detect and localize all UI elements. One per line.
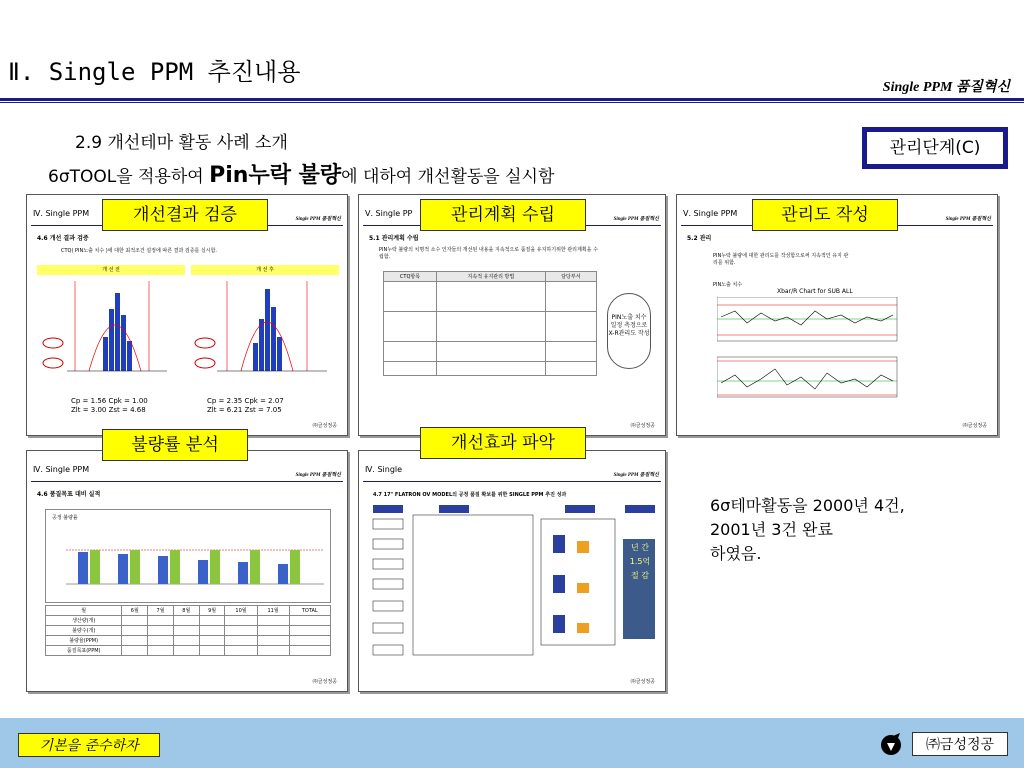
histogram-after xyxy=(195,281,327,371)
summary-note xyxy=(710,494,905,566)
section-heading: 2.9 개선테마 활동 사례 소개 xyxy=(75,133,288,153)
intro-suffix: 에 대하여 개선활동을 실시함 xyxy=(341,167,555,187)
header-rule xyxy=(0,98,1024,101)
summary-line-2: 2001년 3건 완료 xyxy=(710,520,833,539)
slide-title: Ⅳ. Single PPM xyxy=(33,209,90,218)
slide-footer: ㈜금성정공 xyxy=(630,679,655,685)
control-bubble: PIN노출 치수 일정 측정으로 X-R관리도 작성 xyxy=(607,293,651,369)
slide-heading: 5.2 관리 xyxy=(687,235,712,242)
slide-caption: PIN누락 불량의 치명적 소수 인자들의 개선된 내용을 지속적으로 품질을 유지하기위한 관리계획을 수립함. xyxy=(379,247,598,260)
slide-rule xyxy=(31,481,343,482)
intro-prefix: 6σTOOL을 적용하여 xyxy=(48,167,210,187)
after-label: 개 선 후 xyxy=(191,265,339,275)
label-effect: 개선효과 파악 xyxy=(420,427,586,459)
stats-after-1: Cp = 2.35 Cpk = 2.07 xyxy=(207,397,284,405)
slide-caption: PIN누락 불량에 대한 관리도를 작성함으로써 지속적인 유지 관리를 위함. xyxy=(713,253,849,266)
footer-company: ㈜금성정공 xyxy=(912,732,1008,756)
defect-bar-chart xyxy=(66,526,324,598)
col-dept: 담당부서 xyxy=(545,272,596,282)
header-rule-thin xyxy=(0,102,1024,103)
slide-rule xyxy=(363,481,661,482)
stats-after-2: Zlt = 6.21 Zst = 7.05 xyxy=(207,406,282,414)
slide-brand: Single PPM 품질혁신 xyxy=(613,217,659,222)
slide-brand: Single PPM 품질혁신 xyxy=(295,473,341,478)
col-ctq: CTQ항목 xyxy=(384,272,437,282)
effect-flow-diagram xyxy=(369,505,659,665)
slide-title: Ⅴ. Single PP xyxy=(365,209,413,218)
slide-heading: 4.6 품질목표 대비 실적 xyxy=(37,491,101,498)
slide-title: Ⅳ. Single PPM xyxy=(33,465,90,474)
capability-histograms xyxy=(37,279,337,391)
slide-footer: ㈜금성정공 xyxy=(312,423,337,429)
row-header: 생산량(개) xyxy=(46,616,122,626)
month-header: 6월 xyxy=(122,606,148,616)
summary-line-3: 하였음. xyxy=(710,544,762,563)
row-header: 품질목표(PPM) xyxy=(46,646,122,656)
month-header: TOTAL xyxy=(289,606,330,616)
row-header: 불량수(개) xyxy=(46,626,122,636)
label-defect-analysis: 불량률 분석 xyxy=(102,429,248,461)
slide-heading: 5.1 관리계획 수립 xyxy=(369,235,419,242)
slide-footer: ㈜금성정공 xyxy=(312,679,337,685)
month-header: 9월 xyxy=(199,606,225,616)
slide-heading: 4.7 17" FLATRON OV MODEL의 공정 품질 확보를 위한 SINGLE PPM 추진 성과 xyxy=(373,492,567,498)
label-control-chart: 관리도 작성 xyxy=(752,199,898,231)
xbar-r-chart xyxy=(717,297,967,409)
intro-emphasis: Pin누락 불량 xyxy=(209,163,342,188)
chart-title: Xbar/R Chart for SUB ALL xyxy=(777,288,853,295)
section-intro xyxy=(48,158,554,189)
label-result-verify: 개선결과 검증 xyxy=(102,199,268,231)
slide-defect-analysis xyxy=(26,450,348,692)
slide-caption: CTQ( PIN노출 치수 )에 대한 최적조건 설정에 따른 결과 검증를 실시함. xyxy=(61,248,218,254)
footer-motto: 기본을 준수하자 xyxy=(18,733,160,757)
histogram-before xyxy=(43,281,167,371)
stats-before-2: Zlt = 3.00 Zst = 4.68 xyxy=(71,406,146,414)
brand-label: Single PPM 품질혁신 xyxy=(882,80,1010,95)
control-plan-table xyxy=(383,271,597,376)
defect-chart-frame xyxy=(45,509,331,603)
slide-heading: 4.6 개선 결과 검증 xyxy=(37,235,89,242)
chart-label: PIN노출 치수 xyxy=(713,282,743,288)
phase-badge-label: 관리단계(C) xyxy=(867,132,1003,164)
slide-footer: ㈜금성정공 xyxy=(962,423,987,429)
phase-badge xyxy=(862,127,1008,169)
effect-result: 년 간 1.5억 절 감 xyxy=(629,543,651,580)
col-method: 지속적 유지관리 방법 xyxy=(436,272,545,282)
slide-brand: Single PPM 품질혁신 xyxy=(945,217,991,222)
month-header: 11월 xyxy=(257,606,289,616)
company-logo-icon xyxy=(878,729,908,757)
before-label: 개 선 전 xyxy=(37,265,185,275)
defect-chart-title: 공정 불량률 xyxy=(52,515,78,521)
slide-title: Ⅳ. Single xyxy=(365,465,403,474)
stats-before-1: Cp = 1.56 Cpk = 1.00 xyxy=(71,397,148,405)
month-header: 10월 xyxy=(225,606,257,616)
slide-effect xyxy=(358,450,666,692)
defect-table xyxy=(45,605,331,656)
slide-brand: Single PPM 품질혁신 xyxy=(295,217,341,222)
row-header: 월 xyxy=(46,606,122,616)
row-header: 불량율(PPM) xyxy=(46,636,122,646)
slide-title: Ⅴ. Single PPM xyxy=(683,209,738,218)
month-header: 7월 xyxy=(148,606,174,616)
slide-brand: Single PPM 품질혁신 xyxy=(613,473,659,478)
page-title: Ⅱ. Single PPM 추진내용 xyxy=(8,58,301,86)
summary-line-1: 6σ테마활동을 2000년 4건, xyxy=(710,496,905,515)
label-control-plan: 관리계획 수립 xyxy=(420,199,586,231)
slide-footer: ㈜금성정공 xyxy=(630,423,655,429)
month-header: 8월 xyxy=(173,606,199,616)
